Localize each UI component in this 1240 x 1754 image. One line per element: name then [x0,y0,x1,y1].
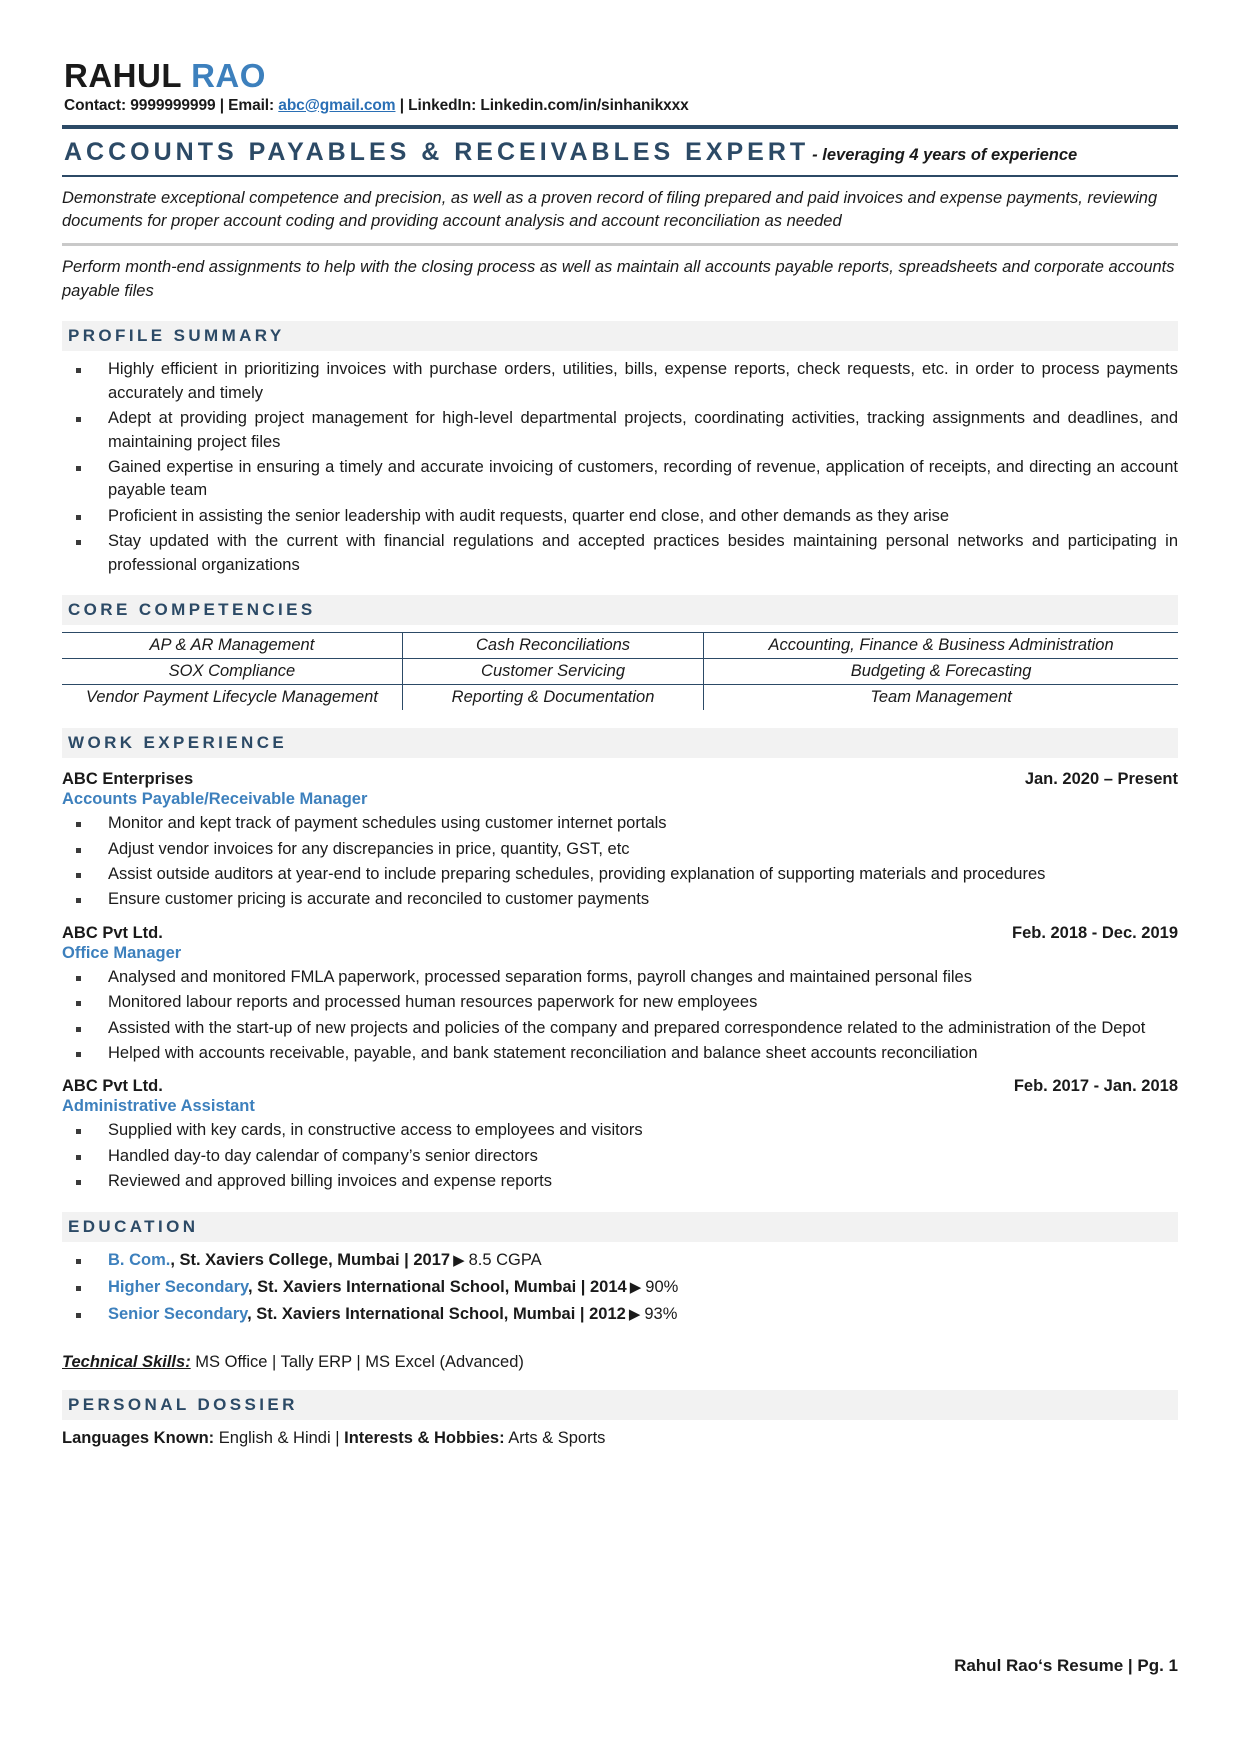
headline-divider [62,175,1178,177]
education-institute: , St. Xaviers International School, Mumbai | 2012 [247,1304,626,1323]
technical-skills-label: Technical Skills: [62,1352,191,1371]
contact-separator-2: | LinkedIn: [399,96,477,114]
job-company: ABC Enterprises [62,770,194,789]
list-item: Supplied with key cards, in constructive access to employees and visitors [62,1119,1178,1142]
job-entry [62,770,1178,912]
list-item: Ensure customer pricing is accurate and reconciled to customer payments [62,888,1178,911]
table-row [62,633,1178,659]
education-institute: , St. Xaviers International School, Mumbai | 2014 [247,1277,627,1296]
job-bullet-list [62,812,1178,912]
languages-label: Languages Known: [62,1428,215,1447]
contact-separator-1: | Email: [219,96,275,114]
arrow-right-icon: ▶ [628,1305,641,1323]
job-title: Office Manager [62,943,182,962]
job-title: Accounts Payable/Receivable Manager [62,790,368,809]
headline-title: ACCOUNTS PAYABLES & RECEIVABLES EXPERT [64,137,810,166]
job-dates: Feb. 2017 - Jan. 2018 [1013,1077,1178,1096]
headline-tagline: - leveraging 4 years of experience [812,145,1078,164]
personal-dossier-line [62,1427,1178,1448]
section-heading-profile-summary: PROFILE SUMMARY [62,321,1178,351]
competency-cell: Accounting, Finance & Business Administration [704,633,1178,659]
list-item: Analysed and monitored FMLA paperwork, processed separation forms, payroll changes and maintained personal files [62,966,1178,989]
table-row [62,685,1178,711]
job-header [62,1077,1178,1096]
list-item: Gained expertise in ensuring a timely and accurate invoicing of customers, recording of revenue, application of receipts, and directing an account payable team [62,456,1178,503]
list-item: Helped with accounts receivable, payable, and bank statement reconciliation and balance sheet accounts reconciliation [62,1042,1178,1065]
contact-line [64,97,1178,115]
competency-cell: Reporting & Documentation [402,685,703,711]
linkedin-url: Linkedin.com/in/sinhanikxxx [480,96,689,114]
job-bullet-list [62,1119,1178,1193]
section-heading-core-competencies: CORE COMPETENCIES [62,595,1178,625]
list-item [62,1303,1178,1327]
header-divider [62,125,1178,129]
professional-headline [64,138,1178,167]
job-company: ABC Pvt Ltd. [62,923,163,942]
job-header [62,924,1178,943]
table-row [62,659,1178,685]
competency-cell: Cash Reconciliations [402,633,703,659]
education-score: 8.5 CGPA [468,1250,542,1269]
last-name: RAO [191,57,266,94]
list-item: Highly efficient in prioritizing invoices with purchase orders, utilities, bills, expense reports, check requests, etc. in order to process payments accurately and timely [62,358,1178,405]
job-company: ABC Pvt Ltd. [62,1077,163,1096]
job-entry [62,924,1178,1066]
interests-value: Arts & Sports [504,1428,606,1447]
list-item [62,1249,1178,1273]
intro-paragraph-2: Perform month-end assignments to help with the closing process as well as maintain all accounts payable reports, spreadsheets and corporate accounts payable files [62,258,1175,300]
job-entry [62,1077,1178,1193]
section-heading-personal-dossier: PERSONAL DOSSIER [62,1390,1178,1420]
competency-cell: AP & AR Management [62,633,402,659]
job-header [62,770,1178,789]
education-score: 93% [644,1304,678,1323]
list-item [62,1276,1178,1300]
core-competencies-table [62,632,1178,710]
email-link[interactable]: abc@gmail.com [278,96,396,114]
section-heading-work-experience: WORK EXPERIENCE [62,728,1178,758]
competency-cell: Team Management [704,685,1178,711]
education-score: 90% [645,1277,679,1296]
phone-number: 9999999999 [130,96,216,114]
interests-label: Interests & Hobbies: [344,1428,505,1447]
list-item: Assisted with the start-up of new projects and policies of the company and prepared correspondence related to the administration of the Depot [62,1017,1178,1040]
competency-cell: SOX Compliance [62,659,402,685]
technical-skills-value: MS Office | Tally ERP | MS Excel (Advanced) [190,1352,524,1371]
job-dates: Feb. 2018 - Dec. 2019 [1011,923,1178,942]
candidate-name [64,58,1178,94]
arrow-right-icon: ▶ [629,1278,642,1296]
technical-skills-line [62,1353,1178,1372]
list-item: Stay updated with the current with financial regulations and accepted practices besides maintaining personal networks and participating in professional organizations [62,530,1178,577]
list-item: Monitor and kept track of payment schedules using customer internet portals [62,812,1178,835]
list-item: Monitored labour reports and processed human resources paperwork for new employees [62,991,1178,1014]
languages-value: English & Hindi | [214,1428,345,1447]
education-degree: Senior Secondary [108,1304,248,1323]
competency-cell: Customer Servicing [402,659,703,685]
profile-summary-list [62,358,1178,577]
resume-content [62,58,1178,1448]
list-item: Assist outside auditors at year-end to include preparing schedules, providing explanation of supporting materials and procedures [62,863,1178,886]
job-dates: Jan. 2020 – Present [1024,770,1178,789]
list-item: Adjust vendor invoices for any discrepancies in price, quantity, GST, etc [62,838,1178,861]
intro-paragraph-1: Demonstrate exceptional competence and precision, as well as a proven record of filing prepared and paid invoices and expense payments, reviewing documents for proper account coding and providing account analysis and account reconciliation as needed [62,188,1158,231]
job-bullet-list [62,966,1178,1066]
list-item: Handled day-to day calendar of company’s senior directors [62,1145,1178,1168]
competency-cell: Vendor Payment Lifecycle Management [62,685,402,711]
first-name: RAHUL [64,57,182,94]
job-title: Administrative Assistant [62,1097,255,1116]
intro-divider [62,243,1178,246]
education-degree: B. Com. [108,1250,171,1269]
arrow-right-icon: ▶ [453,1251,465,1269]
education-degree: Higher Secondary [108,1277,248,1296]
section-heading-education: EDUCATION [62,1212,1178,1242]
page-footer: Rahul Rao‘s Resume | Pg. 1 [954,1656,1178,1675]
education-institute: , St. Xaviers College, Mumbai | 2017 [170,1250,451,1269]
list-item: Adept at providing project management for high-level departmental projects, coordinating activities, tracking assignments and deadlines, and maintaining project files [62,407,1178,454]
list-item: Reviewed and approved billing invoices and expense reports [62,1170,1178,1193]
list-item: Proficient in assisting the senior leadership with audit requests, quarter end close, and other demands as they arise [62,505,1178,528]
education-list [62,1249,1178,1327]
competency-cell: Budgeting & Forecasting [704,659,1178,685]
contact-label: Contact: [64,96,127,114]
